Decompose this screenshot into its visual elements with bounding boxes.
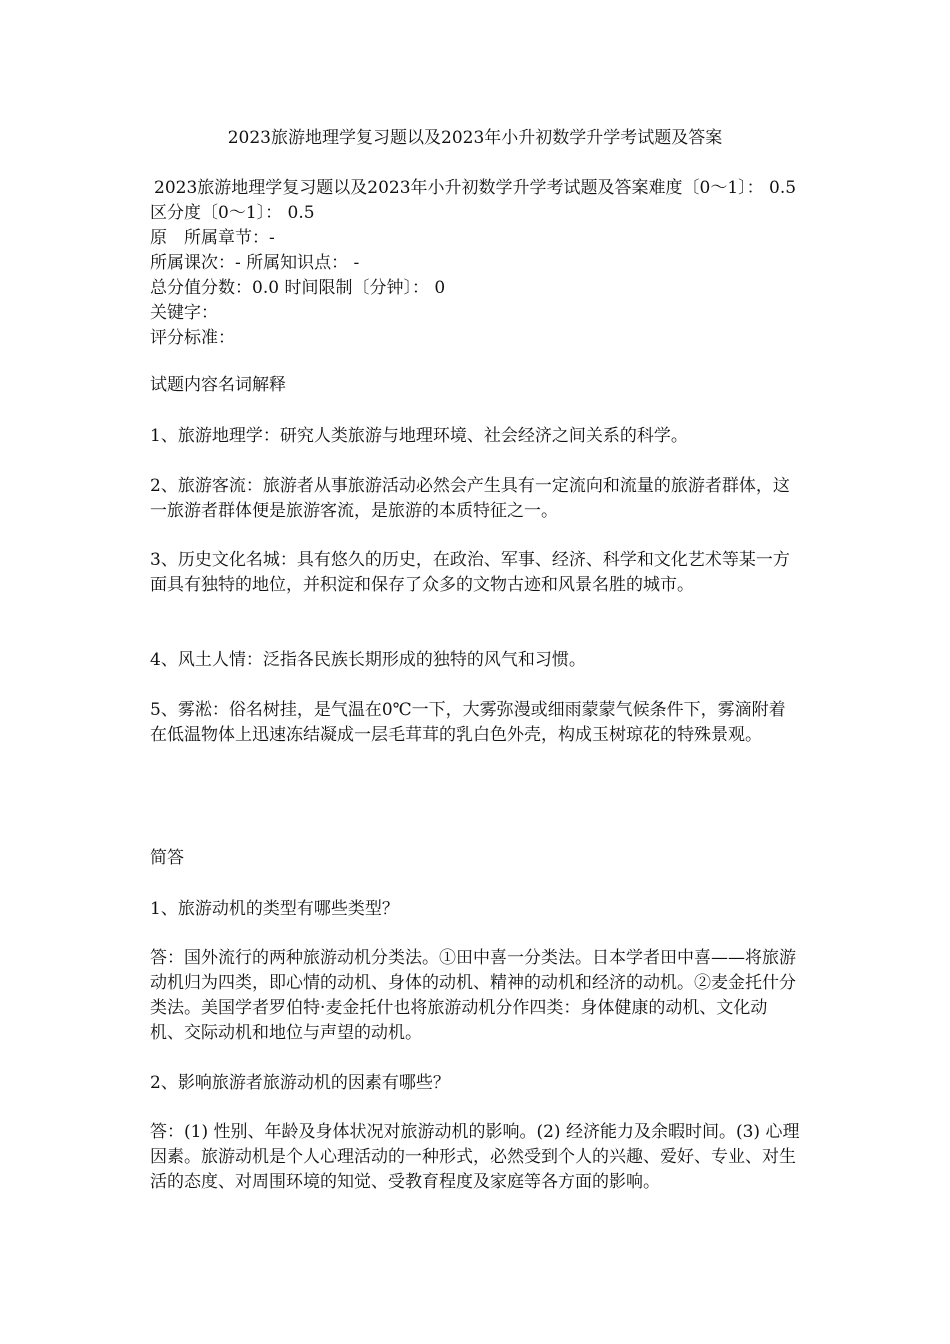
term-item-2: [150, 474, 800, 524]
section-heading-short-answer: 简答: [150, 848, 184, 868]
meta-keywords-line: 关键字：: [150, 303, 218, 323]
document-title: 2023旅游地理学复习题以及2023年小升初数学升学考试题及答案: [227, 128, 723, 148]
term-item-1: [150, 424, 800, 449]
answer-2: [150, 1120, 800, 1195]
term-item-3: [150, 548, 800, 598]
answer-text: 答：国外流行的两种旅游动机分类法。①田中喜一分类法。日本学者田中喜——将旅游动机归为四类，即心情的动机、身体的动机、精神的动机和经济的动机。②麦金托什分类法。美国学者罗伯特·麦金托什也将旅游动机分作四类：身体健康的动机、文化动机、交际动机和地位与声望的动机。: [150, 948, 796, 1043]
meta-lesson-line: 所属课次：- 所属知识点： -: [150, 253, 360, 273]
term-text: 1、旅游地理学：研究人类旅游与地理环境、社会经济之间关系的科学。: [150, 426, 688, 446]
answer-1: [150, 946, 800, 1046]
meta-block: [150, 176, 800, 351]
term-item-5: [150, 698, 800, 748]
section-heading-terms: 试题内容名词解释: [150, 375, 286, 395]
term-text: 2、旅游客流：旅游者从事旅游活动必然会产生具有一定流向和流量的旅游者群体，这一旅游者群体便是旅游客流，是旅游的本质特征之一。: [150, 476, 790, 521]
answer-text: 答：(1) 性别、年龄及身体状况对旅游动机的影响。(2) 经济能力及余暇时间。(3) 心理因素。旅游动机是个人心理活动的一种形式，必然受到个人的兴趣、爱好、专业、对生活的态度、对周围环境的知觉、受教育程度及家庭等各方面的影响。: [150, 1122, 800, 1192]
meta-difficulty-line: 2023旅游地理学复习题以及2023年小升初数学升学考试题及答案难度〔0～1〕： 0.5 区分度〔0～1〕： 0.5: [150, 178, 797, 223]
term-item-4: [150, 648, 800, 673]
meta-score-line: 总分值分数：0.0 时间限制〔分钟〕： 0: [150, 278, 446, 298]
question-2: 2、影响旅游者旅游动机的因素有哪些？: [150, 1073, 450, 1093]
term-text: 4、风土人情：泛指各民族长期形成的独特的风气和习惯。: [150, 650, 586, 670]
meta-criteria-line: 评分标准：: [150, 328, 235, 348]
question-1: 1、旅游动机的类型有哪些类型？: [150, 899, 399, 919]
term-text: 3、历史文化名城：具有悠久的历史，在政治、军事、经济、科学和文化艺术等某一方面具有独特的地位，并积淀和保存了众多的文物古迹和风景名胜的城市。: [150, 550, 790, 595]
meta-chapter-line: 原 所属章节：-: [150, 228, 275, 248]
term-text: 5、雾淞：俗名树挂，是气温在0℃一下，大雾弥漫或细雨蒙蒙气候条件下，雾滴附着在低温物体上迅速冻结凝成一层毛茸茸的乳白色外壳，构成玉树琼花的特殊景观。: [150, 700, 786, 745]
